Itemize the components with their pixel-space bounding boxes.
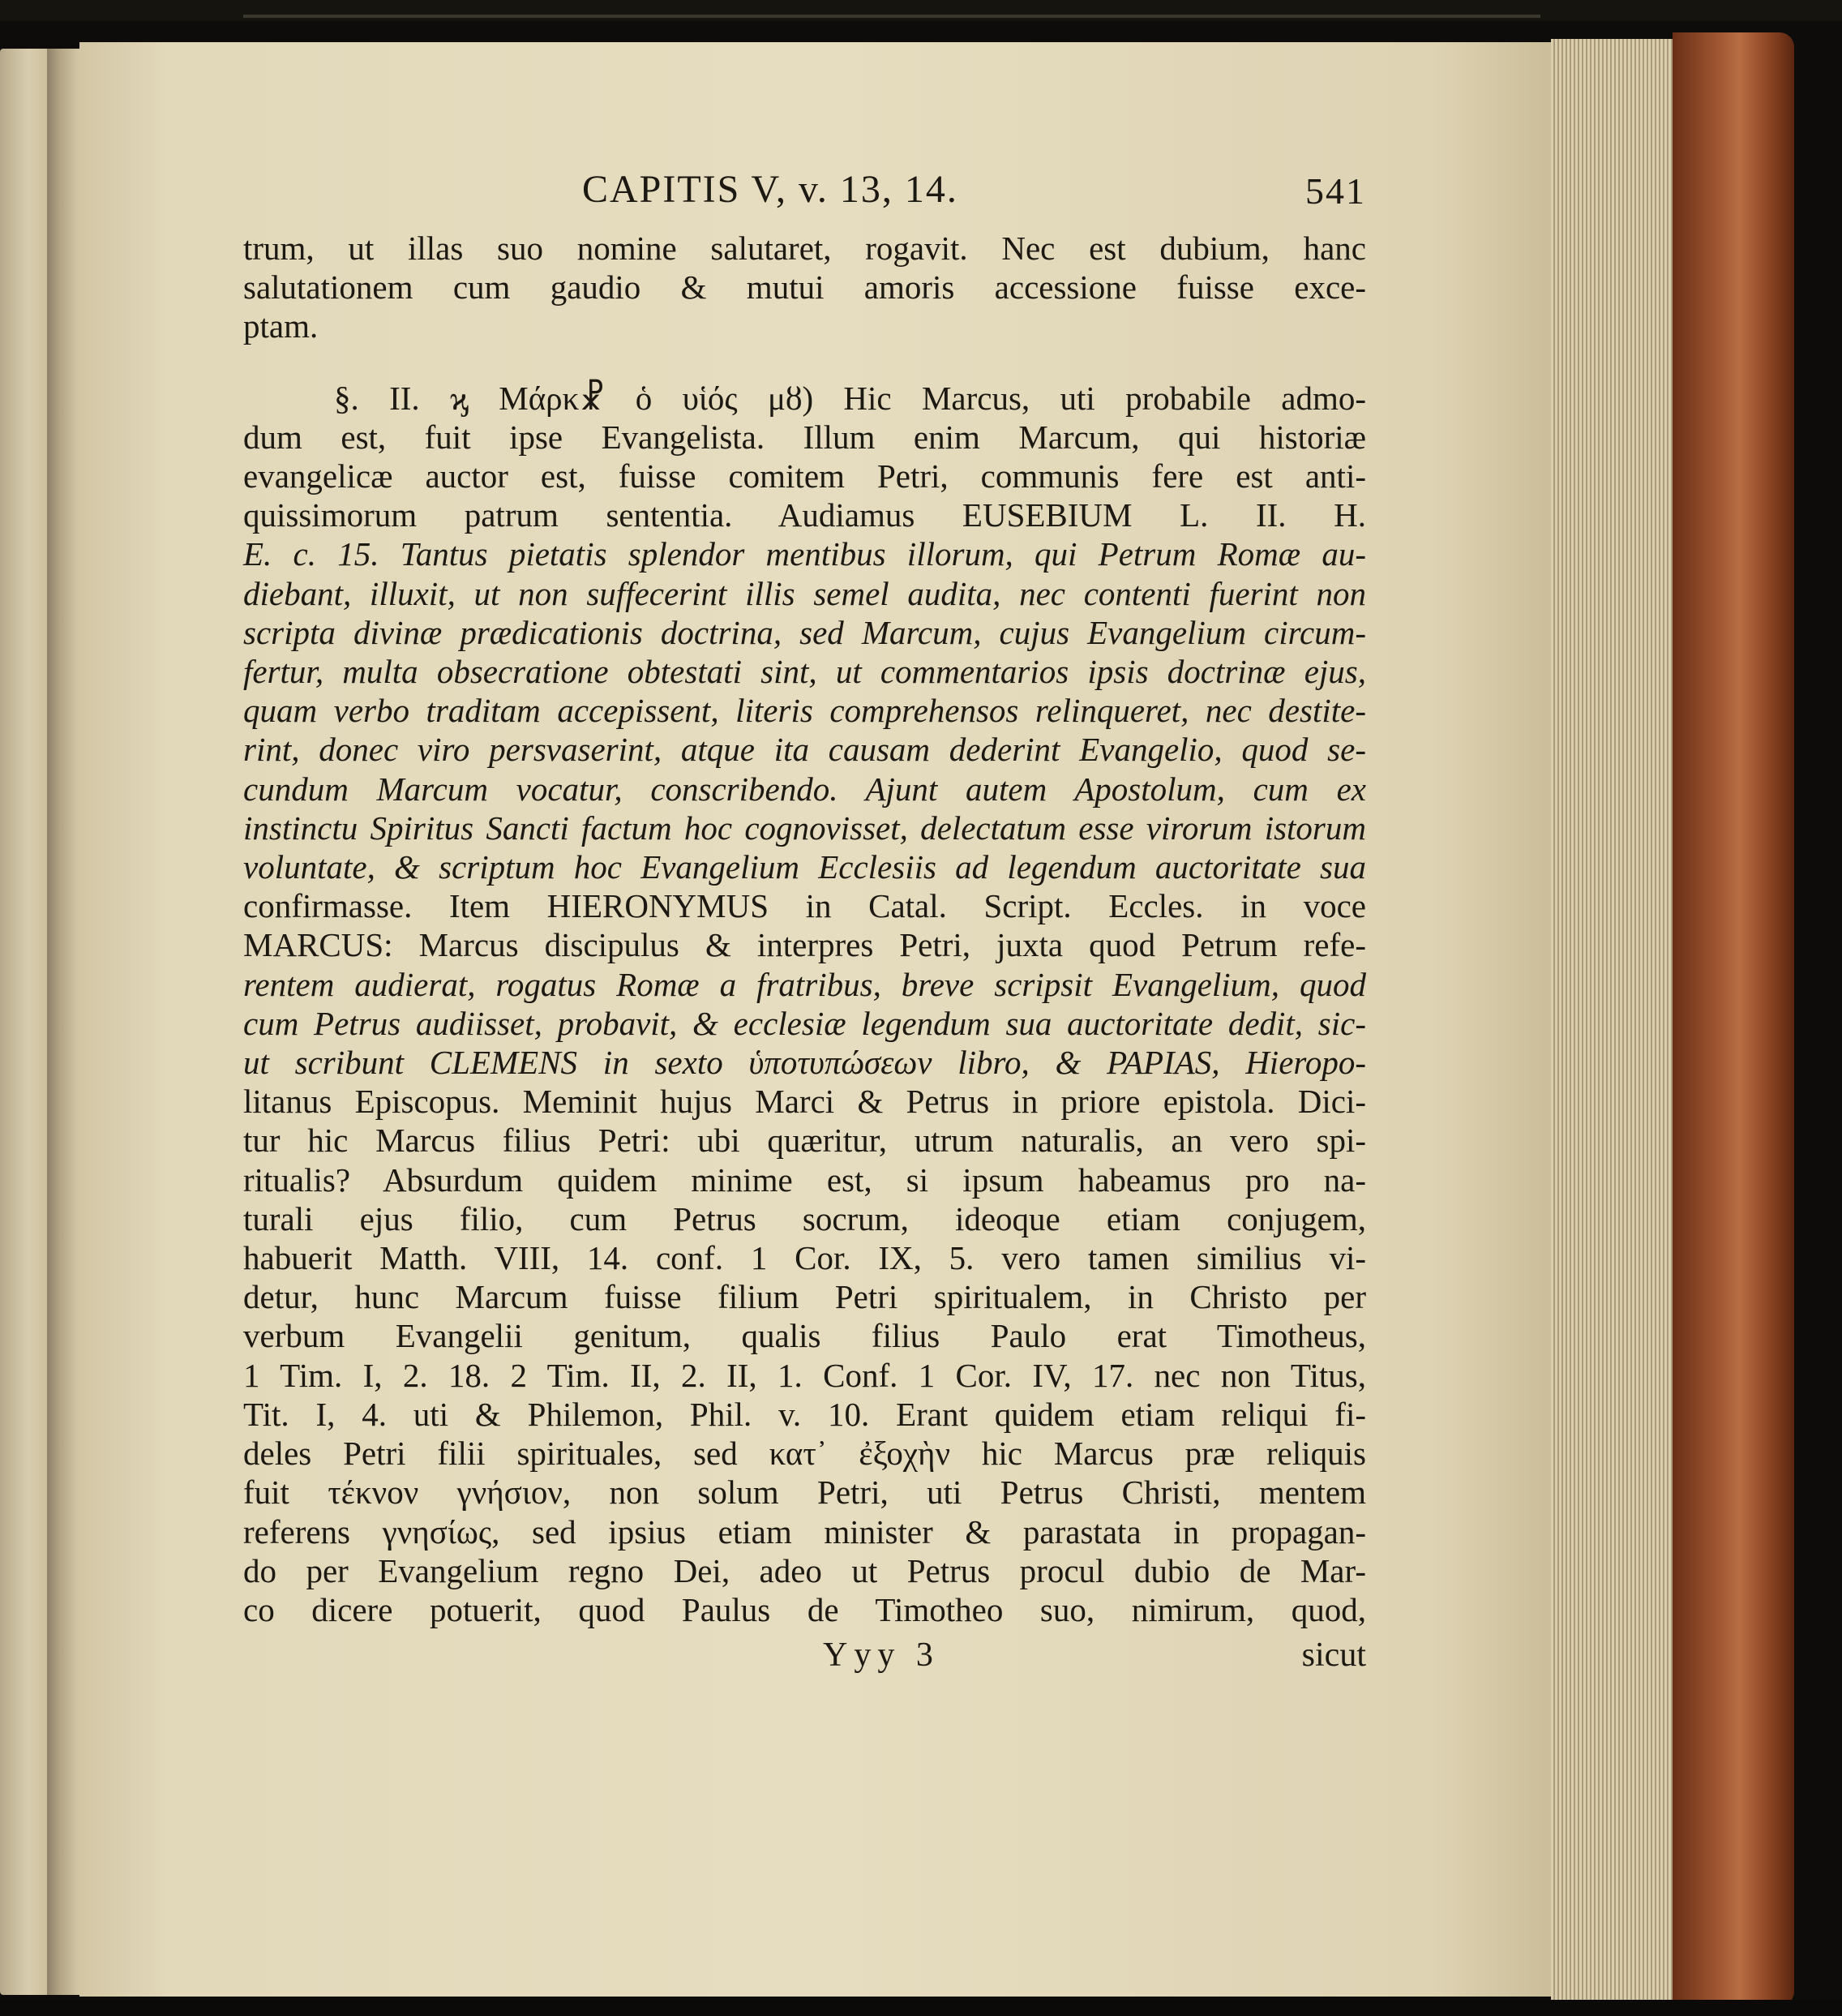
- text-line: §. II. ϗ Μάρκ☧ ὁ υἱός μȣ) Hic Marcus, uti probabile admo-: [334, 379, 1366, 417]
- page-footer: [243, 1632, 1366, 1681]
- signature-mark: Yyy 3: [823, 1636, 940, 1675]
- text-line: instinctu Spiritus Sancti factum hoc cognovisset, delectatum esse virorum istorum: [243, 809, 1366, 847]
- text-line: ritualis? Absurdum quidem minime est, si ipsum habeamus pro na-: [243, 1160, 1366, 1199]
- text-line: voluntate, & scriptum hoc Evangelium Ecclesiis ad legendum auctoritate sua: [243, 848, 1366, 886]
- paragraph-1: [243, 229, 1366, 346]
- facing-page-edge: [0, 49, 47, 1995]
- book-gutter: [47, 49, 79, 1995]
- text-line: diebant, illuxit, ut non suffecerint illis semel audita, nec contenti fuerint non: [243, 574, 1366, 612]
- text-line: deles Petri filii spirituales, sed κατ᾽ ἐξοχὴν hic Marcus præ reliquis: [243, 1435, 1366, 1473]
- text-line: salutationem cum gaudio & mutui amoris accessione fuisse exce-: [243, 268, 1366, 307]
- text-line: Tit. I, 4. uti & Philemon, Phil. v. 10. Erant quidem etiam reliqui fi-: [243, 1395, 1366, 1433]
- text-line: co dicere potuerit, quod Paulus de Timotheo suo, nimirum, quod,: [243, 1590, 1366, 1628]
- text-line: quissimorum patrum sententia. Audiamus EUSEBIUM L. II. H.: [243, 496, 1366, 534]
- leather-cover: [1673, 32, 1794, 2006]
- text-line: cundum Marcum vocatur, conscribendo. Ajunt autem Apostolum, cum ex: [243, 770, 1366, 808]
- text-line: rint, donec viro persvaserint, atque ita causam dederint Evangelio, quod se-: [243, 731, 1366, 769]
- text-line: trum, ut illas suo nomine salutaret, rogavit. Nec est dubium, hanc: [243, 229, 1366, 267]
- text-line: fuit τέκνον γνήσιον, non solum Petri, uti Petrus Christi, mentem: [243, 1473, 1366, 1512]
- page-number: 541: [1305, 170, 1366, 212]
- text-line: tur hic Marcus filius Petri: ubi quæritur, utrum naturalis, an vero spi-: [243, 1122, 1366, 1160]
- page-edges: [1551, 39, 1673, 2000]
- scan-frame-bottom: [0, 2000, 1842, 2016]
- text-line: rentem audierat, rogatus Romæ a fratribus, breve scripsit Evangelium, quod: [243, 965, 1366, 1003]
- text-line: scripta divinæ prædicationis doctrina, sed Marcum, cujus Evangelium circum-: [243, 613, 1366, 651]
- text-line: dum est, fuit ipse Evangelista. Illum enim Marcum, qui historiæ: [243, 418, 1366, 456]
- text-line: quam verbo traditam accepissent, literis comprehensos relinqueret, nec destite-: [243, 692, 1366, 730]
- text-line: do per Evangelium regno Dei, adeo ut Petrus procul dubio de Mar-: [243, 1551, 1366, 1589]
- scan-rule: [243, 15, 1540, 18]
- page-text-block: [243, 162, 1366, 1681]
- text-line: habuerit Matth. VIII, 14. conf. 1 Cor. IX, 5. vero tamen similius vi-: [243, 1239, 1366, 1277]
- text-line: referens γνησίως, sed ipsius etiam minister & parastata in propagan-: [243, 1512, 1366, 1551]
- text-line: ptam.: [243, 307, 319, 345]
- text-line: confirmasse. Item HIERONYMUS in Catal. Script. Eccles. in voce: [243, 887, 1366, 925]
- text-line: turali ejus filio, cum Petrus socrum, ideoque etiam conjugem,: [243, 1199, 1366, 1237]
- text-line: MARCUS: Marcus discipulus & interpres Petri, juxta quod Petrum refe-: [243, 926, 1366, 964]
- text-line: detur, hunc Marcum fuisse filium Petri spiritualem, in Christo per: [243, 1278, 1366, 1316]
- text-line: 1 Tim. I, 2. 18. 2 Tim. II, 2. II, 1. Conf. 1 Cor. IV, 17. nec non Titus,: [243, 1356, 1366, 1394]
- running-head-title: CAPITIS V, v. 13, 14.: [582, 168, 958, 211]
- text-line: cum Petrus audiisset, probavit, & ecclesiæ legendum sua auctoritate dedit, sic-: [243, 1004, 1366, 1042]
- text-line: E. c. 15. Tantus pietatis splendor mentibus illorum, qui Petrum Romæ au-: [243, 535, 1366, 573]
- scan-frame-top: [0, 0, 1842, 21]
- catchword: sicut: [1301, 1636, 1366, 1675]
- text-line: ut scribunt CLEMENS in sexto ὑποτυπώσεων libro, & PAPIAS, Hieropo-: [243, 1044, 1366, 1082]
- text-line: verbum Evangelii genitum, qualis filius Paulo erat Timotheus,: [243, 1317, 1366, 1355]
- text-line: evangelicæ auctor est, fuisse comitem Petri, communis fere est anti-: [243, 457, 1366, 495]
- running-head: [243, 162, 1366, 221]
- text-line: litanus Episcopus. Meminit hujus Marci & Petrus in priore epistola. Dici-: [243, 1083, 1366, 1121]
- text-line: fertur, multa obsecratione obtestati sint, ut commentarios ipsis doctrinæ ejus,: [243, 653, 1366, 691]
- paragraph-2: [243, 379, 1366, 1630]
